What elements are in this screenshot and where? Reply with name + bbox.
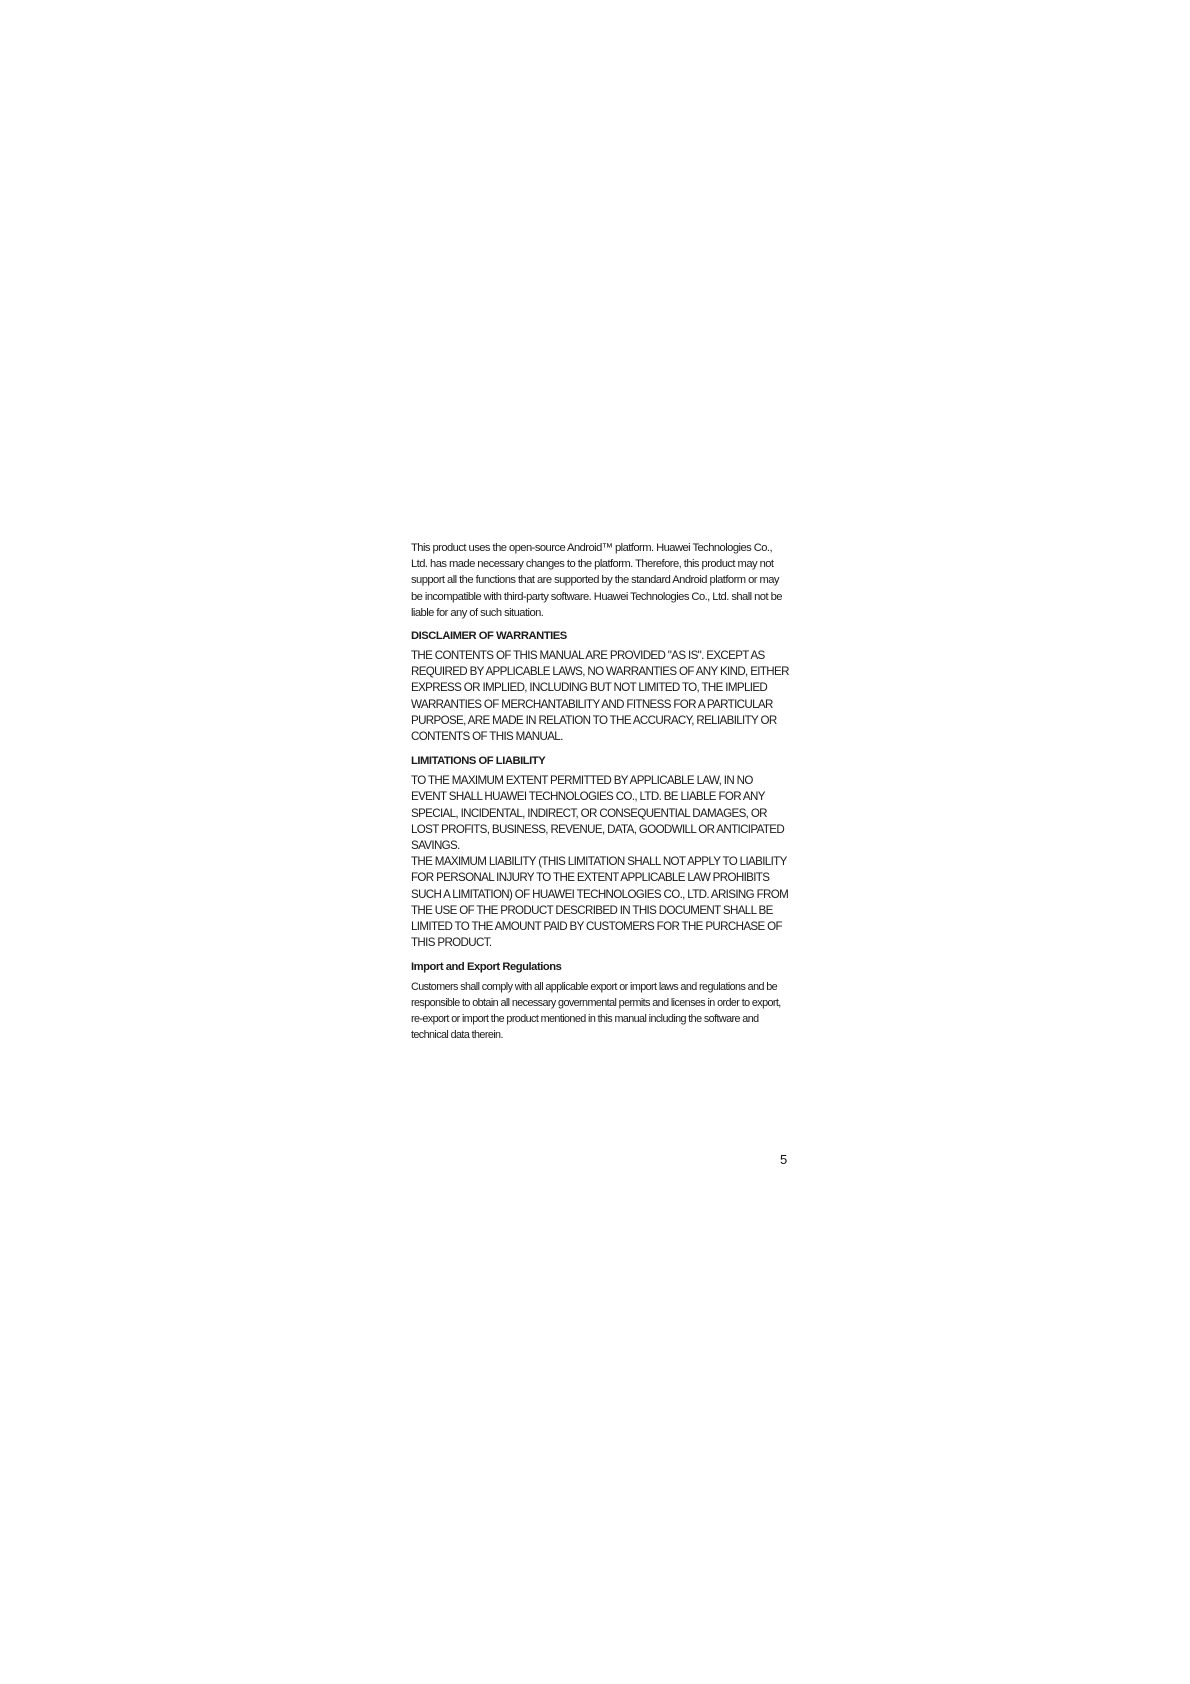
limitations-text-maximum-liability: THE MAXIMUM LIABILITY (THIS LIMITATION SHALL NOT APPLY TO LIABILITY FOR PERSONAL INJURY TO THE EXTENT APPLICABLE LAW PROHIBITS SUCH A LIMITATION) OF HUAWEI TECHNOLOGIES CO., LTD. ARISING FROM THE USE OF THE PRODUCT DESCRIBED IN THIS DOCUMENT SHALL BE LIMITED TO THE AMOUNT PAID BY CUSTOMERS FOR THE PURCHASE OF THIS PRODUCT. [411,855,789,950]
limitations-text-damages: TO THE MAXIMUM EXTENT PERMITTED BY APPLICABLE LAW, IN NO EVENT SHALL HUAWEI TECHNOLOGIES CO., LTD. BE LIABLE FOR ANY SPECIAL, INCIDENTAL, INDIRECT, OR CONSEQUENTIAL DAMAGES, OR LOST PROFITS, BUSINESS, REVENUE, DATA, GOODWILL OR ANTICIPATED SAVINGS. [411,774,785,853]
disclaimer-heading: DISCLAIMER OF WARRANTIES [411,630,567,643]
page-number: 5 [780,1152,788,1167]
limitations-heading: LIMITATIONS OF LIABILITY [411,755,546,768]
import-export-heading: Import and Export Regulations [411,961,562,974]
android-platform-notice: This product uses the open-source Android™ platform. Huawei Technologies Co., Ltd. has made necessary changes to the platform. Therefore, this product may not support all the functions that are supported by the standard Android platform or may be incompatible with third-party software. Huawei Technologies Co., Ltd. shall not be liable for any of such situation. [411,542,782,619]
import-export-text: Customers shall comply with all applicable export or import laws and regulations and be responsible to obtain all necessary governmental permits and licenses in order to export, re-export or import the product mentioned in this manual including the software and technical data therein. [411,981,781,1042]
manual-page-content [411,540,789,1051]
disclaimer-text: THE CONTENTS OF THIS MANUAL ARE PROVIDED "AS IS". EXCEPT AS REQUIRED BY APPLICABLE LAWS, NO WARRANTIES OF ANY KIND, EITHER EXPRESS OR IMPLIED, INCLUDING BUT NOT LIMITED TO, THE IMPLIED WARRANTIES OF MERCHANTABILITY AND FITNESS FOR A PARTICULAR PURPOSE, ARE MADE IN RELATION TO THE ACCURACY, RELIABILITY OR CONTENTS OF THIS MANUAL. [411,649,789,744]
